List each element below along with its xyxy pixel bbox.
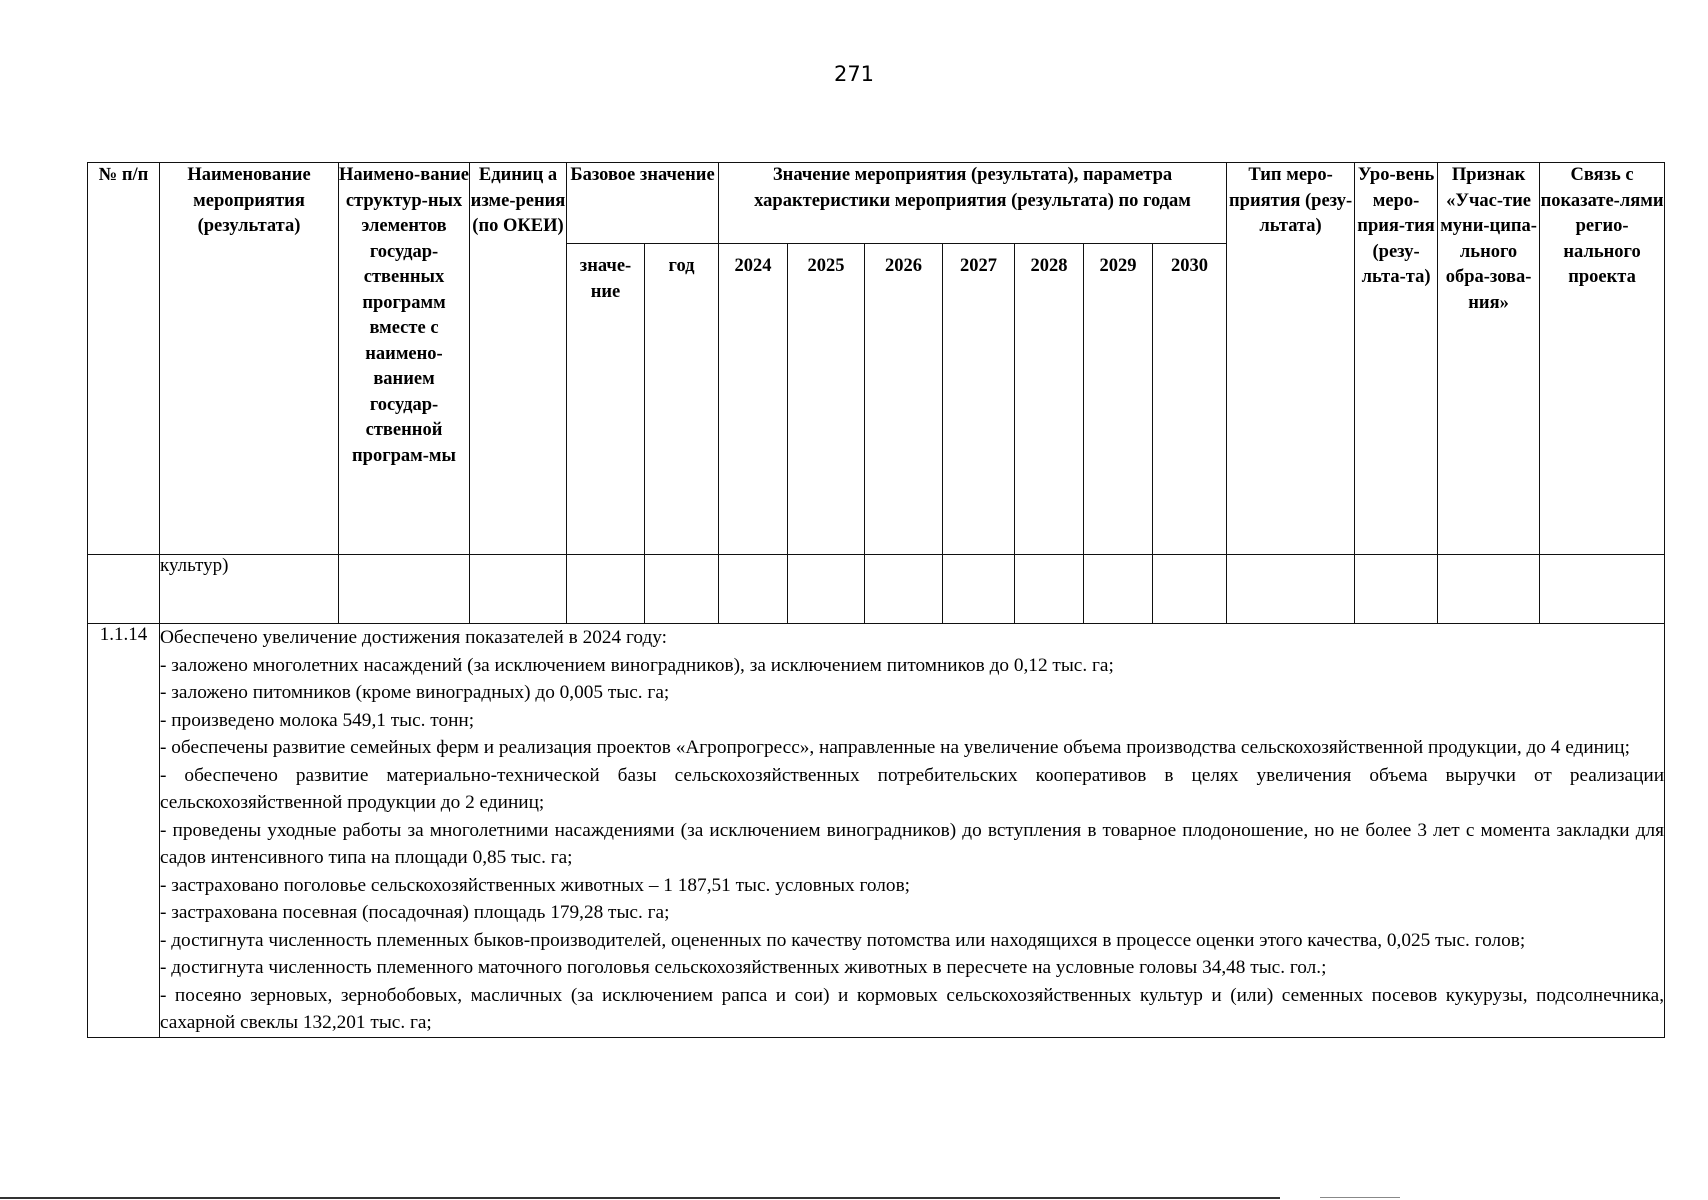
header-base: Базовое значение — [567, 163, 719, 244]
empty-cell — [645, 555, 719, 624]
empty-cell — [1153, 555, 1227, 624]
description-line: - проведены уходные работы за многолетними насаждениями (за исключением виноградников) до вступления в товарное плодоношение, но не более 3 лет с момента закладки для садов интенсивного типа на площади 0,85 тыс. га; — [160, 819, 1665, 868]
row-number: 1.1.14 — [88, 624, 160, 1038]
header-year-2026: 2026 — [865, 244, 943, 555]
description-line: - обеспечено развитие материально-технической базы сельскохозяйственных потребительских кооперативов в целях увеличения объема выручки от реализации сельскохозяйственной продукции до 2 единиц; — [160, 764, 1665, 813]
header-level: Уро-вень меро-прия-тия (резу-льта-та) — [1355, 163, 1438, 555]
header-year-2025: 2025 — [788, 244, 865, 555]
description-line: - посеяно зерновых, зернобобовых, масличных (за исключением рапса и сои) и кормовых сельскохозяйственных культур и (или) семенных посевов кукурузы, подсолнечника, сахарной свеклы 132,201 тыс. га; — [160, 984, 1665, 1033]
description-line: - заложено питомников (кроме виноградных) до 0,005 тыс. га; — [160, 682, 670, 703]
header-num: № п/п — [88, 163, 160, 555]
header-year-2030: 2030 — [1153, 244, 1227, 555]
header-base-year: год — [645, 244, 719, 555]
empty-cell — [1438, 555, 1540, 624]
empty-cell — [470, 555, 567, 624]
header-year-2027: 2027 — [943, 244, 1015, 555]
continued-name: культур) — [160, 555, 339, 624]
description-line: - заложено многолетних насаждений (за исключением виноградников), за исключением питомников до 0,12 тыс. га; — [160, 654, 1114, 676]
page-number: 271 — [833, 62, 875, 86]
scan-edge-line — [0, 1197, 1280, 1199]
empty-cell — [1540, 555, 1665, 624]
description-line: - произведено молока 549,1 тыс. тонн; — [160, 709, 475, 731]
empty-cell — [567, 555, 645, 624]
empty-cell — [339, 555, 470, 624]
section-row-1-1-14 — [88, 624, 1665, 1038]
empty-cell — [865, 555, 943, 624]
empty-cell — [1355, 555, 1438, 624]
header-struct: Наимено-вание структур-ных элементов государ-ственных программ вместе с наимено-ванием государ-ственной програм-мы — [339, 163, 470, 555]
header-values: Значение мероприятия (результата), параметра характеристики мероприятия (результата) по годам — [719, 163, 1227, 244]
header-link: Связь с показате-лями регио-нального проекта — [1540, 163, 1665, 555]
empty-cell — [788, 555, 865, 624]
header-year-2029: 2029 — [1084, 244, 1153, 555]
continued-row — [88, 555, 1665, 624]
empty-cell — [1015, 555, 1084, 624]
description-line: - застраховано поголовье сельскохозяйственных животных – 1 187,51 тыс. условных голов; — [160, 874, 911, 896]
measures-table — [87, 162, 1665, 1038]
header-type: Тип меро-приятия (резу-льтата) — [1227, 163, 1355, 555]
empty-cell — [1227, 555, 1355, 624]
empty-cell — [943, 555, 1015, 624]
header-year-2028: 2028 — [1015, 244, 1084, 555]
header-row — [88, 163, 1665, 244]
description-line: - достигнута численность племенных быков-производителей, оцененных по качеству потомства или находящихся в процессе оценки этого качества, 0,025 тыс. голов; — [160, 929, 1526, 951]
description-line: Обеспечено увеличение достижения показателей в 2024 году: — [160, 627, 668, 648]
description-line: - обеспечены развитие семейных ферм и реализация проектов «Агропрогресс», направленные на увеличение объема производства сельскохозяйственной продукции, до 4 единиц; — [160, 737, 1630, 758]
header-unit: Единиц а изме-рения (по ОКЕИ) — [470, 163, 567, 555]
description-line: - достигнута численность племенного маточного поголовья сельскохозяйственных животных в пересчете на условные головы 34,48 тыс. гол.; — [160, 957, 1327, 978]
header-name: Наименование мероприятия (результата) — [160, 163, 339, 555]
header-year-2024: 2024 — [719, 244, 788, 555]
empty-cell — [719, 555, 788, 624]
empty-cell — [1084, 555, 1153, 624]
scan-edge-mark — [1320, 1197, 1400, 1198]
continued-num-cell — [88, 555, 160, 624]
row-description — [160, 624, 1665, 1038]
header-base-value: значе-ние — [567, 244, 645, 555]
description-line: - застрахована посевная (посадочная) площадь 179,28 тыс. га; — [160, 902, 670, 923]
header-municipal: Признак «Учас-тие муни-ципа-льного обра-зова-ния» — [1438, 163, 1540, 555]
